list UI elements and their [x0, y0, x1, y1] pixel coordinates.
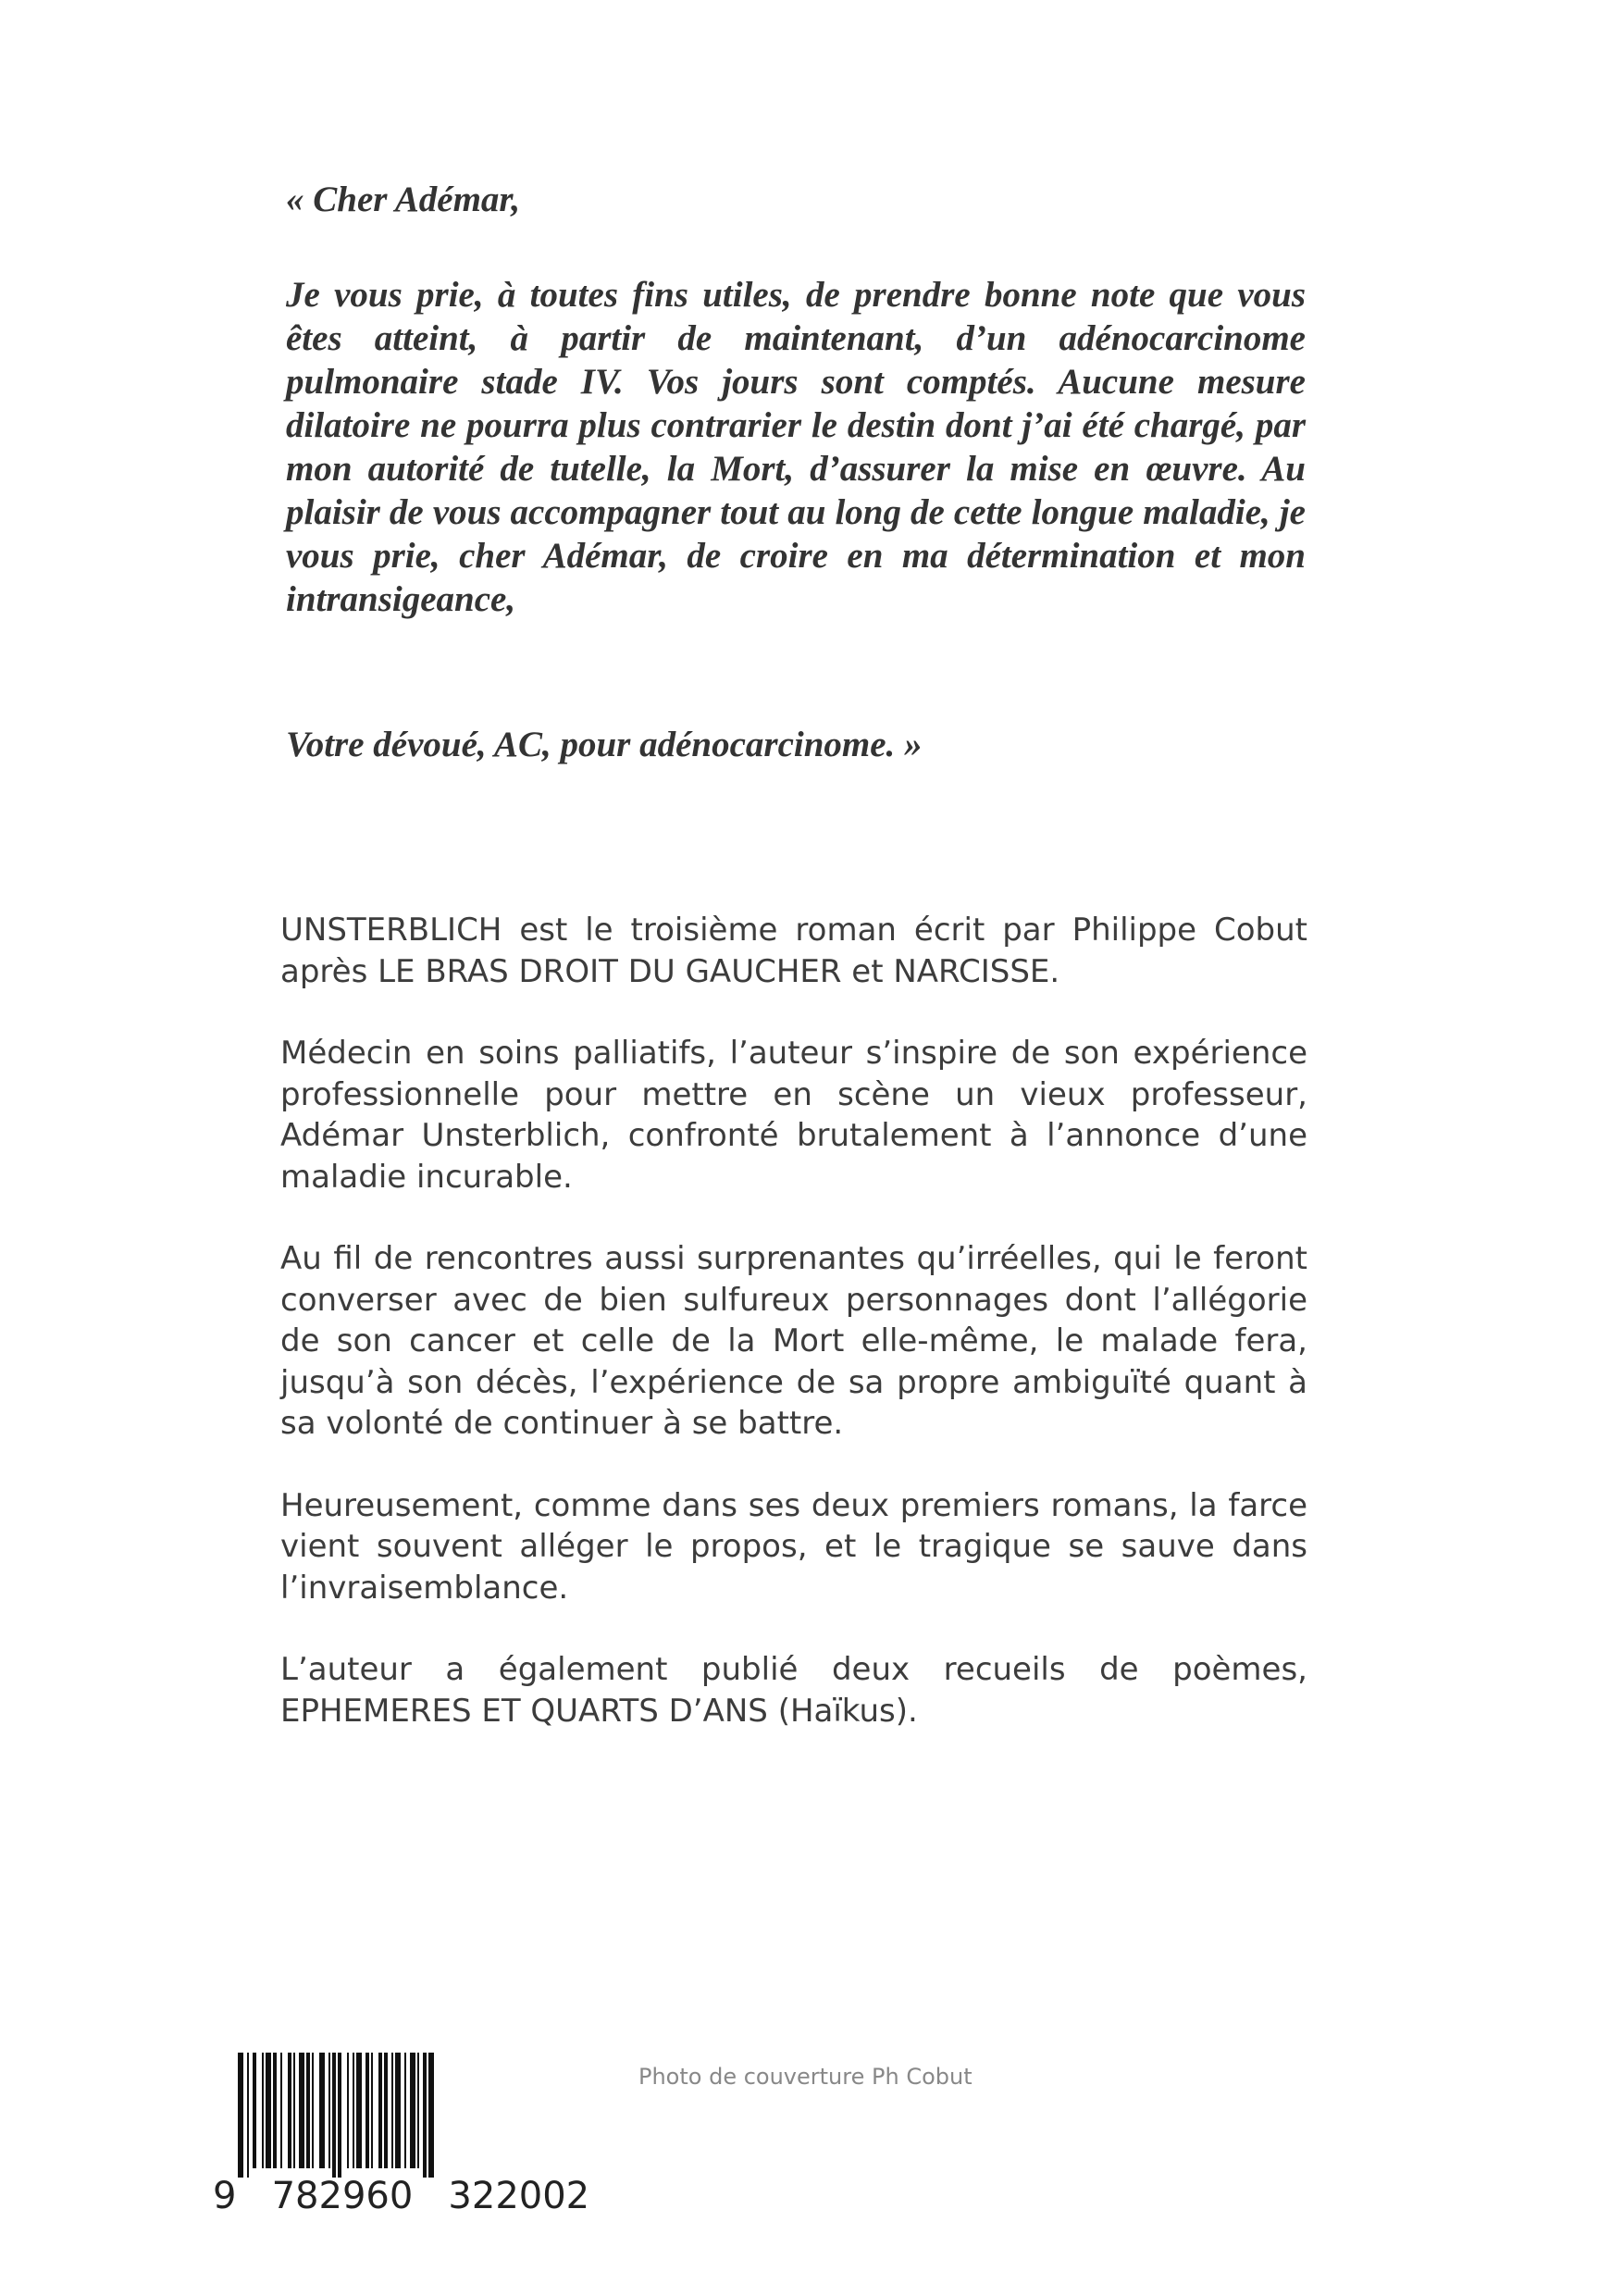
letter-body: Je vous prie, à toutes fins utiles, de prendre bonne note que vous êtes atteint, à partir de maintenant, d’un adénocarcinome pulmonaire stade IV. Vos jours sont comptés. Aucune mesure dilatoire ne pourra plus contrarier le destin dont j’ai été chargé, par mon autorité de tutelle, la Mort, d’assurer la mise en œuvre. Au plaisir de vous accompagner tout au long de cette longue maladie, je vous prie, cher Adémar, de croire en ma détermination et mon intransigeance, [286, 275, 1306, 619]
barcode-bar [332, 2053, 336, 2178]
barcode-bar [384, 2053, 388, 2168]
barcode-bar [353, 2053, 354, 2168]
barcode-bar [417, 2053, 419, 2168]
barcode-bar [423, 2053, 427, 2178]
barcode-bar [280, 2053, 282, 2168]
barcode-bar [391, 2053, 393, 2168]
barcode-bar [247, 2053, 249, 2178]
blurb-paragraph-1: UNSTERBLICH est le troisième roman écrit par Philippe Cobut après LE BRAS DROIT DU GAUCHER et NARCISSE. [280, 912, 1307, 990]
isbn-barcode [236, 2053, 578, 2178]
letter-signoff: Votre dévoué, AC, pour adénocarcinome. » [286, 725, 923, 764]
barcode-bar [273, 2053, 277, 2168]
book-blurb [280, 910, 1307, 1772]
barcode-bar [312, 2053, 314, 2168]
barcode-bar [306, 2053, 310, 2168]
barcode-bar [347, 2053, 349, 2168]
cover-photo-credit: Photo de couverture Ph Cobut [638, 2064, 973, 2090]
barcode-bar [338, 2053, 341, 2178]
barcode-bar [238, 2053, 243, 2178]
barcode-bar [299, 2053, 304, 2168]
blurb-paragraph-4: Heureusement, comme dans ses deux premiers romans, la farce vient souvent alléger le propos, et le tragique se sauve dans l’invraisemblance. [280, 1486, 1307, 1607]
barcode-bar [293, 2053, 295, 2168]
back-cover-letter [286, 178, 1306, 766]
barcode-bar [365, 2053, 369, 2168]
barcode-bar [319, 2053, 325, 2168]
letter-salutation: « Cher Adémar, [286, 180, 521, 219]
isbn-number: 9 782960 322002 [213, 2175, 590, 2217]
blurb-paragraph-2: Médecin en soins palliatifs, l’auteur s’inspire de son expérience professionnelle pour mettre en scène un vieux professeur, Adémar Unsterblich, confronté brutalement à l’annonce d’une maladie incurable. [280, 1035, 1307, 1196]
blurb-paragraph-5: L’auteur a également publié deux recueils de poèmes, EPHEMERES ET QUARTS D’ANS (Haïkus). [280, 1651, 1307, 1730]
barcode-bars [236, 2053, 578, 2178]
barcode-bar [410, 2053, 415, 2168]
barcode-bar [262, 2053, 264, 2168]
barcode-bar [371, 2053, 373, 2168]
barcode-bar [253, 2053, 256, 2168]
barcode-bar [395, 2053, 401, 2168]
barcode-bar [266, 2053, 271, 2168]
barcode-bar [356, 2053, 362, 2168]
barcode-bar [288, 2053, 291, 2168]
barcode-bar [378, 2053, 382, 2168]
barcode-bar [328, 2053, 330, 2168]
barcode-bar [404, 2053, 406, 2168]
barcode-bar [428, 2053, 434, 2178]
blurb-paragraph-3: Au fil de rencontres aussi surprenantes qu’irréelles, qui le feront converser avec de bien sulfureux personnages dont l’allégorie de son cancer et celle de la Mort elle-même, le malade fera, jusqu’à son décès, l’expérience de sa propre ambiguïté quant à sa volonté de continuer à se battre. [280, 1240, 1307, 1442]
